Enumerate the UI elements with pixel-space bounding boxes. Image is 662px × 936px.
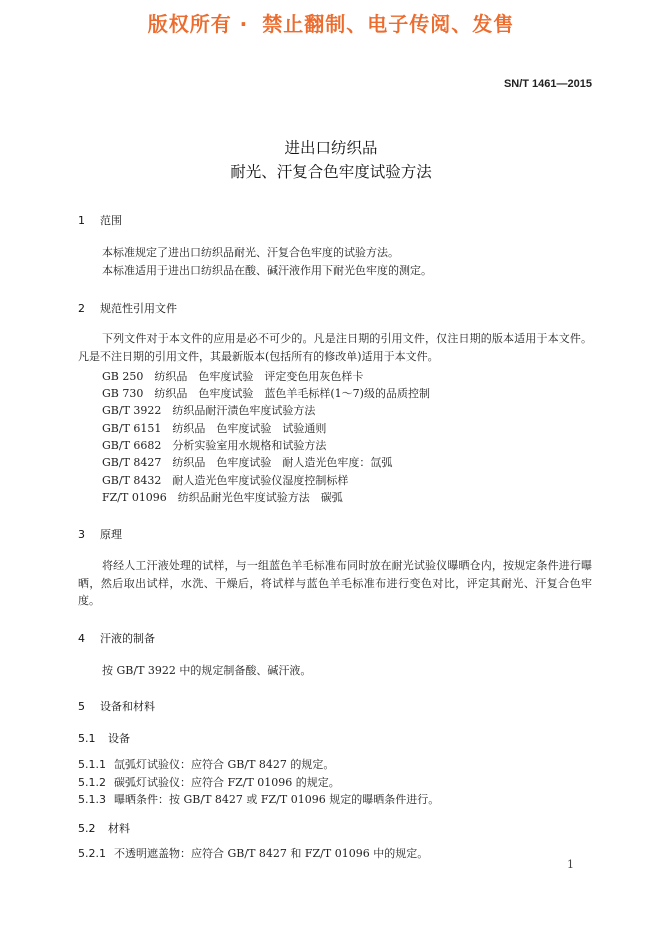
section-title: 原理 bbox=[100, 528, 122, 541]
section-4-heading bbox=[78, 630, 155, 646]
section-title: 设备和材料 bbox=[100, 700, 155, 713]
clause-number: 5.1.3 bbox=[78, 793, 106, 806]
standard-number: SN/T 1461—2015 bbox=[503, 78, 592, 90]
section-5-heading bbox=[78, 698, 155, 714]
clause-number: 5.1.2 bbox=[78, 776, 106, 789]
subsection-5-1-heading bbox=[78, 730, 130, 746]
section-2-heading bbox=[78, 300, 177, 316]
section-1-heading bbox=[78, 212, 122, 228]
section-number: 1 bbox=[78, 214, 85, 227]
clause-5-1-2 bbox=[78, 774, 340, 790]
reference-item: GB/T 8432 耐人造光色牢度试验仪湿度控制标样 bbox=[102, 474, 349, 487]
subsection-number: 5.1 bbox=[78, 732, 96, 745]
subsection-title: 材料 bbox=[108, 822, 130, 835]
section-1-paragraph-2: 本标准适用于进出口纺织品在酸、碱汗液作用下耐光色牢度的测定。 bbox=[102, 264, 432, 277]
subsection-5-2-heading bbox=[78, 820, 130, 836]
clause-5-1-3 bbox=[78, 791, 439, 807]
section-number: 3 bbox=[78, 528, 85, 541]
section-title: 规范性引用文件 bbox=[100, 302, 177, 315]
clause-text: 氙弧灯试验仪：应符合 GB/T 8427 的规定。 bbox=[114, 758, 335, 771]
reference-item: GB/T 6151 纺织品 色牢度试验 试验通则 bbox=[102, 422, 327, 435]
section-title: 范围 bbox=[100, 214, 122, 227]
reference-item: GB/T 6682 分析实验室用水规格和试验方法 bbox=[102, 439, 327, 452]
reference-item: GB/T 8427 纺织品 色牢度试验 耐人造光色牢度：氙弧 bbox=[102, 456, 393, 469]
reference-item: FZ/T 01096 纺织品耐光色牢度试验方法 碳弧 bbox=[102, 491, 343, 504]
clause-text: 碳弧灯试验仪：应符合 FZ/T 01096 的规定。 bbox=[114, 776, 340, 789]
section-number: 5 bbox=[78, 700, 85, 713]
clause-number: 5.1.1 bbox=[78, 758, 106, 771]
clause-number: 5.2.1 bbox=[78, 847, 106, 860]
clause-5-2-1 bbox=[78, 845, 428, 861]
clause-5-1-1 bbox=[78, 756, 334, 772]
copyright-watermark bbox=[0, 8, 662, 37]
section-1-paragraph-1: 本标准规定了进出口纺织品耐光、汗复合色牢度的试验方法。 bbox=[102, 246, 399, 259]
section-number: 4 bbox=[78, 632, 85, 645]
watermark-part2: 禁止翻制、电子传阅、发售 bbox=[262, 12, 515, 36]
section-title: 汗液的制备 bbox=[100, 632, 155, 645]
document-title-line2: 耐光、汗复合色牢度试验方法 bbox=[230, 163, 432, 181]
clause-text: 不透明遮盖物：应符合 GB/T 8427 和 FZ/T 01096 中的规定。 bbox=[114, 847, 429, 860]
subsection-title: 设备 bbox=[108, 732, 130, 745]
section-2-intro: 下列文件对于本文件的应用是必不可少的。凡是注日期的引用文件，仅注日期的版本适用于本文件。凡是不注日期的引用文件，其最新版本(包括所有的修改单)适用于本文件。 bbox=[78, 332, 592, 363]
page-number: 1 bbox=[567, 858, 574, 871]
reference-item: GB 250 纺织品 色牢度试验 评定变色用灰色样卡 bbox=[102, 370, 364, 383]
section-4-text: 按 GB/T 3922 中的规定制备酸、碱汗液。 bbox=[102, 664, 312, 677]
watermark-part1: 版权所有 · bbox=[147, 12, 249, 36]
subsection-number: 5.2 bbox=[78, 822, 96, 835]
reference-item: GB 730 纺织品 色牢度试验 蓝色羊毛标样(1～7)级的品质控制 bbox=[102, 387, 430, 400]
section-number: 2 bbox=[78, 302, 85, 315]
reference-item: GB/T 3922 纺织品耐汗渍色牢度试验方法 bbox=[102, 404, 316, 417]
section-3-text: 将经人工汗液处理的试样，与一组蓝色羊毛标准布同时放在耐光试验仪曝晒仓内，按规定条件进行曝晒，然后取出试样，水洗、干燥后，将试样与蓝色羊毛标准布进行变色对比，评定其耐光、汗复合色牢度。 bbox=[78, 559, 592, 607]
document-title-line1: 进出口纺织品 bbox=[284, 139, 378, 157]
clause-text: 曝晒条件：按 GB/T 8427 或 FZ/T 01096 规定的曝晒条件进行。 bbox=[114, 793, 440, 806]
section-3-heading bbox=[78, 526, 122, 542]
